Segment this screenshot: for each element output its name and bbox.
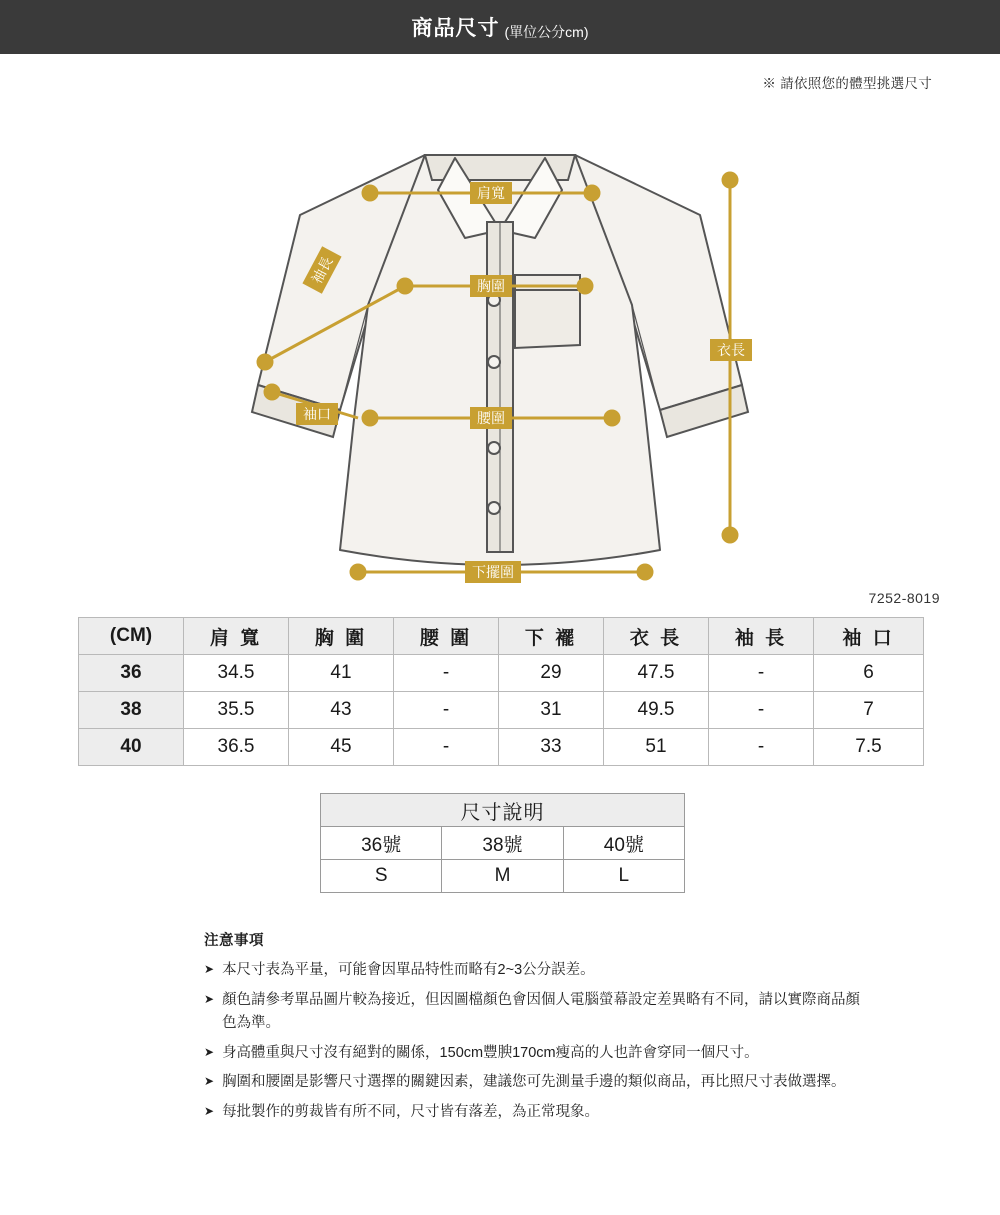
- label-waist-text: 腰圍: [477, 410, 505, 426]
- label-sleeve-text: 袖長: [308, 253, 336, 287]
- size-cell: 41: [289, 655, 394, 692]
- page-title-unit: (單位公分cm): [504, 24, 589, 40]
- size-cell: 51: [604, 729, 709, 766]
- size-cell: 45: [289, 729, 394, 766]
- table-row: [79, 692, 924, 729]
- note-item: [204, 1071, 864, 1094]
- legend-letter-cell: M: [442, 860, 563, 893]
- note-item: [204, 1101, 864, 1124]
- size-cell: -: [709, 692, 814, 729]
- size-cell: 36.5: [184, 729, 289, 766]
- shirt-drawing: [252, 155, 748, 565]
- note-text: 胸圍和腰圍是影響尺寸選擇的關鍵因素，建議您可先測量手邊的類似商品，再比照尺寸表做選擇。: [222, 1074, 846, 1091]
- legend-number-cell: 36號: [321, 827, 442, 860]
- size-cell: -: [394, 729, 499, 766]
- garment-illustration: [0, 110, 1000, 600]
- arrow-right-icon: ➤: [204, 1103, 215, 1118]
- label-cuff-text: 袖口: [303, 406, 331, 422]
- note-text: 身高體重與尺寸沒有絕對的關係，150cm豐腴170cm瘦高的人也許會穿同一個尺寸。: [222, 1044, 759, 1061]
- size-cell: 43: [289, 692, 394, 729]
- size-cell: 6: [814, 655, 924, 692]
- page-title: [412, 12, 589, 42]
- legend-letter-cell: S: [321, 860, 442, 893]
- size-table-header-cell: 腰 圍: [394, 618, 499, 655]
- label-length-text: 衣長: [717, 342, 745, 358]
- label-shoulder-text: 肩寬: [477, 185, 505, 201]
- top-note: ※ 請依照您的體型挑選尺寸: [762, 76, 932, 91]
- arrow-right-icon: ➤: [204, 1074, 215, 1089]
- note-text: 顏色請參考單品圖片較為接近，但因圖檔顏色會因個人電腦螢幕設定差異略有不同，請以實際商品顏色為準。: [222, 991, 861, 1032]
- size-cell: 7: [814, 692, 924, 729]
- legend-number-cell: 40號: [563, 827, 684, 860]
- size-table-header-row: [79, 618, 924, 655]
- legend-number-row: [321, 827, 685, 860]
- table-row: [79, 655, 924, 692]
- size-table-header-cell: (CM): [79, 618, 184, 655]
- note-item: [204, 959, 864, 982]
- size-cell: 49.5: [604, 692, 709, 729]
- size-table: [78, 617, 924, 766]
- size-cell: -: [394, 655, 499, 692]
- size-legend-table: [320, 793, 685, 893]
- note-item: [204, 1042, 864, 1065]
- size-cell: -: [394, 692, 499, 729]
- label-bust-text: 胸圍: [477, 278, 505, 294]
- size-cell: 7.5: [814, 729, 924, 766]
- legend-title-row: [321, 794, 685, 827]
- product-code: 7252-8019: [868, 590, 940, 606]
- label-hem-text: 下擺圍: [472, 564, 514, 580]
- size-table-header-cell: 胸 圍: [289, 618, 394, 655]
- legend-letter-cell: L: [563, 860, 684, 893]
- notes-section: [204, 930, 864, 1130]
- page-title-text: 商品尺寸: [411, 17, 500, 40]
- note-text: 本尺寸表為平量，可能會因單品特性而略有2~3公分誤差。: [222, 962, 595, 979]
- size-cell: 38: [79, 692, 184, 729]
- size-cell: 47.5: [604, 655, 709, 692]
- legend-title: 尺寸說明: [321, 794, 685, 827]
- note-item: [204, 989, 864, 1036]
- size-table-header-cell: 袖 長: [709, 618, 814, 655]
- legend-letter-row: [321, 860, 685, 893]
- size-cell: -: [709, 655, 814, 692]
- size-table-header-cell: 袖 口: [814, 618, 924, 655]
- arrow-right-icon: ➤: [204, 991, 215, 1006]
- page-header: [0, 0, 1000, 54]
- size-cell: 36: [79, 655, 184, 692]
- notes-title: 注意事項: [204, 933, 264, 949]
- size-table-header-cell: 下 襬: [499, 618, 604, 655]
- size-table-header-cell: 衣 長: [604, 618, 709, 655]
- size-cell: -: [709, 729, 814, 766]
- legend-number-cell: 38號: [442, 827, 563, 860]
- arrow-right-icon: ➤: [204, 962, 215, 977]
- table-row: [79, 729, 924, 766]
- size-cell: 35.5: [184, 692, 289, 729]
- size-cell: 34.5: [184, 655, 289, 692]
- size-cell: 40: [79, 729, 184, 766]
- note-text: 每批製作的剪裁皆有所不同，尺寸皆有落差，為正常現象。: [222, 1103, 600, 1120]
- size-cell: 31: [499, 692, 604, 729]
- size-cell: 29: [499, 655, 604, 692]
- arrow-right-icon: ➤: [204, 1044, 215, 1059]
- size-cell: 33: [499, 729, 604, 766]
- size-table-header-cell: 肩 寬: [184, 618, 289, 655]
